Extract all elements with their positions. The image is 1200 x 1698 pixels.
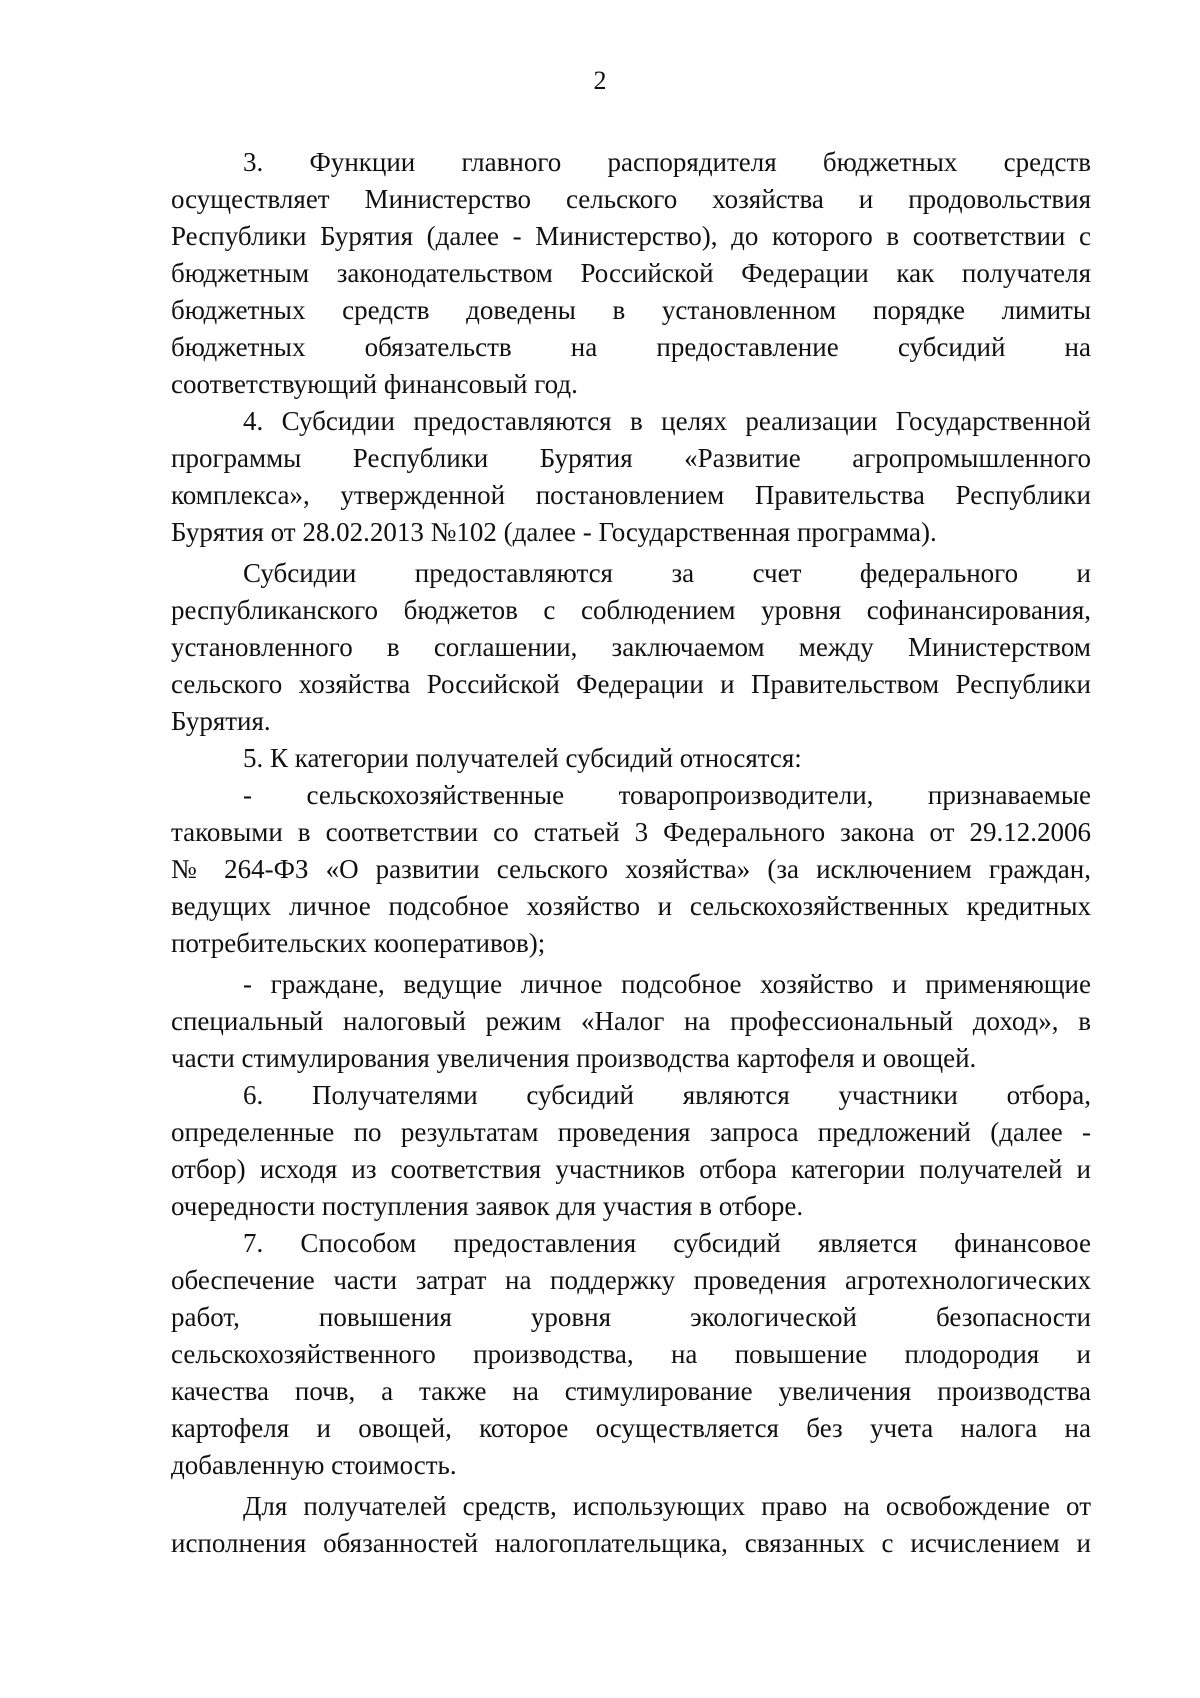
- text-line: картофеля и овощей, которое осуществляется без учета налога на: [171, 1413, 1091, 1443]
- text-line: 4. Субсидии предоставляются в целях реализации Государственной: [243, 406, 1091, 436]
- text-line: бюджетных обязательств на предоставление субсидий на: [171, 332, 1091, 362]
- text-line: обеспечение части затрат на поддержку проведения агротехнологических: [171, 1265, 1091, 1295]
- text-line: республиканского бюджетов с соблюдением уровня софинансирования,: [171, 595, 1091, 625]
- text-line: осуществляет Министерство сельского хозяйства и продовольствия: [171, 184, 1091, 214]
- text-line: - граждане, ведущие личное подсобное хозяйство и применяющие: [243, 969, 1091, 999]
- document-body: [171, 144, 1091, 1562]
- text-line: бюджетных средств доведены в установленном порядке лимиты: [171, 295, 1091, 325]
- text-line: 5. К категории получателей субсидий относятся:: [243, 743, 802, 773]
- text-line: исполнения обязанностей налогоплательщика, связанных с исчислением и: [171, 1528, 1091, 1558]
- text-line: установленного в соглашении, заключаемом между Министерством: [171, 632, 1091, 662]
- text-line: Республики Бурятия (далее - Министерство), до которого в соответствии с: [171, 221, 1091, 251]
- text-line: № 264-ФЗ «О развитии сельского хозяйства» (за исключением граждан,: [171, 854, 1091, 884]
- text-line: 7. Способом предоставления субсидий является финансовое: [243, 1228, 1091, 1258]
- text-line: потребительских кооперативов);: [171, 928, 546, 958]
- text-line: Субсидии предоставляются за счет федерального и: [243, 558, 1091, 588]
- text-line: работ, повышения уровня экологической безопасности: [171, 1302, 1091, 1332]
- text-line: комплекса», утвержденной постановлением Правительства Республики: [171, 480, 1091, 510]
- text-line: сельского хозяйства Российской Федерации и Правительством Республики: [171, 669, 1091, 699]
- text-line: бюджетным законодательством Российской Федерации как получателя: [171, 258, 1091, 288]
- text-line: специальный налоговый режим «Налог на профессиональный доход», в: [171, 1006, 1091, 1036]
- text-line: Для получателей средств, использующих право на освобождение от: [243, 1491, 1091, 1521]
- page-number: 2: [593, 66, 607, 95]
- text-line: 3. Функции главного распорядителя бюджетных средств: [243, 147, 1091, 177]
- text-line: 6. Получателями субсидий являются участники отбора,: [243, 1080, 1091, 1110]
- text-line: очередности поступления заявок для участия в отборе.: [171, 1191, 804, 1221]
- text-line: таковыми в соответствии со статьей 3 Федерального закона от 29.12.2006: [171, 817, 1091, 847]
- text-line: отбор) исходя из соответствия участников отбора категории получателей и: [171, 1154, 1091, 1184]
- text-line: программы Республики Бурятия «Развитие агропромышленного: [171, 443, 1091, 473]
- text-line: определенные по результатам проведения запроса предложений (далее -: [171, 1117, 1091, 1147]
- text-line: ведущих личное подсобное хозяйство и сельскохозяйственных кредитных: [171, 891, 1091, 921]
- text-line: соответствующий финансовый год.: [171, 369, 578, 399]
- text-line: Бурятия от 28.02.2013 №102 (далее - Государственная программа).: [171, 517, 937, 547]
- text-line: Бурятия.: [171, 706, 271, 736]
- text-line: - сельскохозяйственные товаропроизводители, признаваемые: [243, 780, 1091, 810]
- text-line: части стимулирования увеличения производства картофеля и овощей.: [171, 1043, 977, 1073]
- text-line: качества почв, а также на стимулирование увеличения производства: [171, 1376, 1091, 1406]
- text-line: сельскохозяйственного производства, на повышение плодородия и: [171, 1339, 1091, 1369]
- text-line: добавленную стоимость.: [171, 1450, 457, 1480]
